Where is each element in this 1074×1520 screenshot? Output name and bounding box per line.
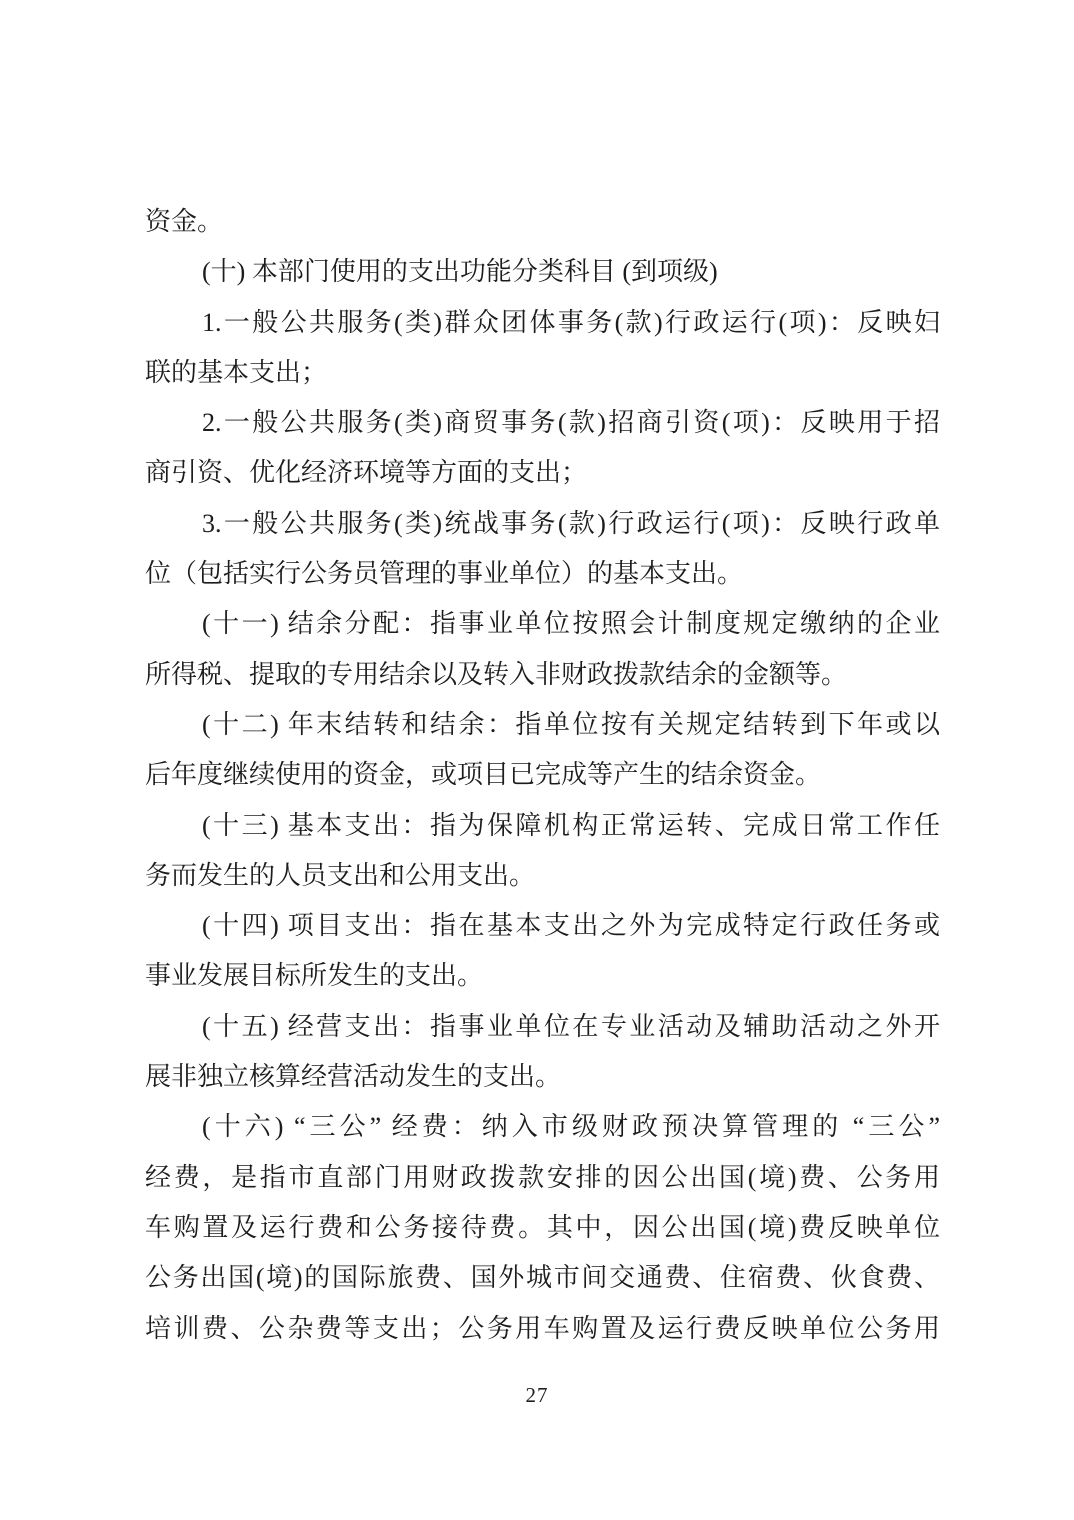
text-line: 资金。 xyxy=(145,207,224,236)
text-line: 车购置及运行费和公务接待费。其中，因公出国(境)费反映单位 xyxy=(145,1212,940,1242)
text-line: 公务出国(境)的国际旅费、国外城市间交通费、住宿费、伙食费、 xyxy=(145,1263,940,1293)
text-line: (十) 本部门使用的支出功能分类科目 (到项级) xyxy=(202,257,718,287)
text-line: 培训费、公杂费等支出；公务用车购置及运行费反映单位公务用 xyxy=(145,1313,940,1343)
text-line: (十五) 经营支出：指事业单位在专业活动及辅助活动之外开 xyxy=(202,1011,940,1041)
text-line: 位（包括实行公务员管理的事业单位）的基本支出。 xyxy=(145,559,744,589)
text-line: (十二) 年末结转和结余：指单位按有关规定结转到下年或以 xyxy=(202,709,940,739)
text-line: 3.一般公共服务(类)统战事务(款)行政运行(项)：反映行政单 xyxy=(202,508,940,538)
document-text-body xyxy=(145,197,940,1354)
text-line: 务而发生的人员支出和公用支出。 xyxy=(145,860,536,890)
text-line: (十四) 项目支出：指在基本支出之外为完成特定行政任务或 xyxy=(202,911,940,941)
text-line: 事业发展目标所发生的支出。 xyxy=(145,961,484,991)
text-line: 经费，是指市直部门用财政拨款安排的因公出国(境)费、公务用 xyxy=(145,1162,940,1192)
text-line: 所得税、提取的专用结余以及转入非财政拨款结余的金额等。 xyxy=(145,659,848,689)
text-line: 联的基本支出； xyxy=(145,357,328,387)
text-line: 展非独立核算经营活动发生的支出。 xyxy=(145,1062,562,1092)
text-line: 1.一般公共服务(类)群众团体事务(款)行政运行(项)：反映妇 xyxy=(202,307,940,337)
text-line: (十三) 基本支出：指为保障机构正常运转、完成日常工作任 xyxy=(202,810,940,840)
text-line: (十一) 结余分配：指事业单位按照会计制度规定缴纳的企业 xyxy=(202,609,940,639)
page-number: 27 xyxy=(525,1383,549,1407)
text-line: 商引资、优化经济环境等方面的支出； xyxy=(145,458,588,488)
text-line: 后年度继续使用的资金，或项目已完成等产生的结余资金。 xyxy=(145,760,822,790)
text-line: 2.一般公共服务(类)商贸事务(款)招商引资(项)：反映用于招 xyxy=(202,408,940,438)
text-line: (十六) “三公” 经费：纳入市级财政预决算管理的 “三公” xyxy=(202,1112,940,1142)
